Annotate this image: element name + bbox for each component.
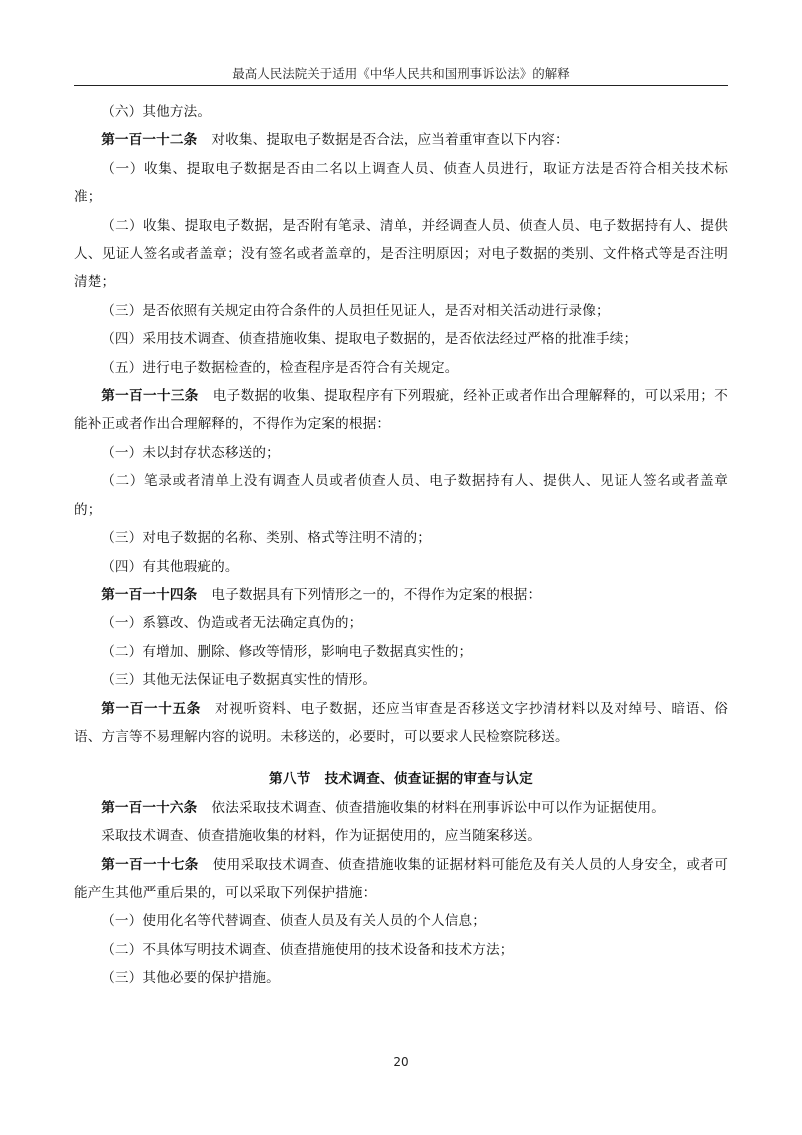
paragraph-text: （五）进行电子数据检查的，检查程序是否符合有关规定。 [101,359,459,376]
paragraph-text: 依法采取技术调查、侦查措施收集的材料在刑事诉讼中可以作为证据使用。 [211,799,665,816]
section-title: 第八节 技术调查、侦查证据的审查与认定 [269,771,533,788]
paragraph-text: 采取技术调查、侦查措施收集的材料，作为证据使用的，应当随案移送。 [101,828,541,845]
paragraph-text: （三）其他无法保证电子数据真实性的情形。 [101,672,377,689]
paragraph-text: （一）收集、提取电子数据是否由二名以上调查人员、侦查人员进行，取证方法是否符合相关技术标准； [74,160,728,206]
article-paragraph [74,126,728,154]
clause-paragraph [74,822,728,850]
paragraphs-after-section [74,794,728,993]
paragraph-text: 使用采取技术调查、侦查措施收集的证据材料可能危及有关人员的人身安全，或者可能产生其他严重后果的，可以采取下列保护措施： [74,856,728,901]
paragraph-text: 电子数据具有下列情形之一的，不得作为定案的根据： [211,586,542,603]
paragraph-text: （三）其他必要的保护措施。 [101,970,280,987]
clause-paragraph [74,212,728,297]
article-number: 第一百一十四条 [101,586,198,603]
paragraph-text: （二）笔录或者清单上没有调查人员或者侦查人员、电子数据持有人、提供人、见证人签名或者盖章的； [74,473,728,518]
paragraph-text: （一）未以封存状态移送的； [101,444,280,461]
document-body [74,98,728,993]
clause-paragraph [74,907,728,935]
paragraph-text: （三）对电子数据的名称、类别、格式等注明不清的； [101,530,432,547]
paragraphs-before-section [74,98,728,751]
clause-paragraph [74,638,728,666]
clause-paragraph [74,467,728,524]
article-paragraph [74,794,728,822]
header-divider [74,85,728,86]
paragraph-text: 对收集、提取电子数据是否合法，应当着重审查以下内容： [211,132,569,149]
article-paragraph [74,382,728,439]
paragraph-text: （四）有其他瑕疵的。 [101,558,239,575]
clause-paragraph [74,297,728,325]
article-number: 第一百一十二条 [101,132,198,149]
paragraph-text: （三）是否依照有关规定由符合条件的人员担任见证人，是否对相关活动进行录像； [101,302,610,319]
article-number: 第一百一十七条 [101,856,199,873]
clause-paragraph [74,936,728,964]
clause-paragraph [74,98,728,126]
paragraph-text: （一）使用化名等代替调查、侦查人员及有关人员的个人信息； [101,913,487,930]
article-number: 第一百一十三条 [101,388,199,405]
running-header: 最高人民法院关于适用《中华人民共和国刑事诉讼法》的解释 [232,66,570,81]
paragraph-text: （二）收集、提取电子数据，是否附有笔录、清单，并经调查人员、侦查人员、电子数据持有人、提供人、见证人签名或者盖章；没有签名或者盖章的，是否注明原因；对电子数据的类别、文件格式等是否注明清楚； [74,217,728,291]
clause-paragraph [74,553,728,581]
clause-paragraph [74,325,728,353]
article-number: 第一百一十五条 [101,700,202,717]
clause-paragraph [74,609,728,637]
paragraph-text: 对视听资料、电子数据，还应当审查是否移送文字抄清材料以及对绰号、暗语、俗语、方言等不易理解内容的说明。未移送的，必要时，可以要求人民检察院移送。 [74,700,728,745]
article-paragraph [74,695,728,752]
clause-paragraph [74,155,728,212]
paragraph-text: （六）其他方法。 [101,104,212,120]
article-paragraph [74,851,728,908]
paragraph-text: （二）不具体写明技术调查、侦查措施使用的技术设备和技术方法； [101,941,514,958]
page-number: 20 [393,1055,409,1069]
article-number: 第一百一十六条 [101,799,198,816]
clause-paragraph [74,439,728,467]
clause-paragraph [74,354,728,382]
paragraph-text: （一）系篡改、伪造或者无法确定真伪的； [101,615,363,632]
paragraph-text: （二）有增加、删除、修改等情形，影响电子数据真实性的； [101,643,473,660]
paragraph-text: （四）采用技术调查、侦查措施收集、提取电子数据的，是否依法经过严格的批准手续； [101,331,638,348]
paragraph-text: 电子数据的收集、提取程序有下列瑕疵，经补正或者作出合理解释的，可以采用；不能补正或者作出合理解释的，不得作为定案的根据： [74,388,728,433]
clause-paragraph [74,666,728,694]
clause-paragraph [74,524,728,552]
article-paragraph [74,581,728,609]
clause-paragraph [74,964,728,992]
